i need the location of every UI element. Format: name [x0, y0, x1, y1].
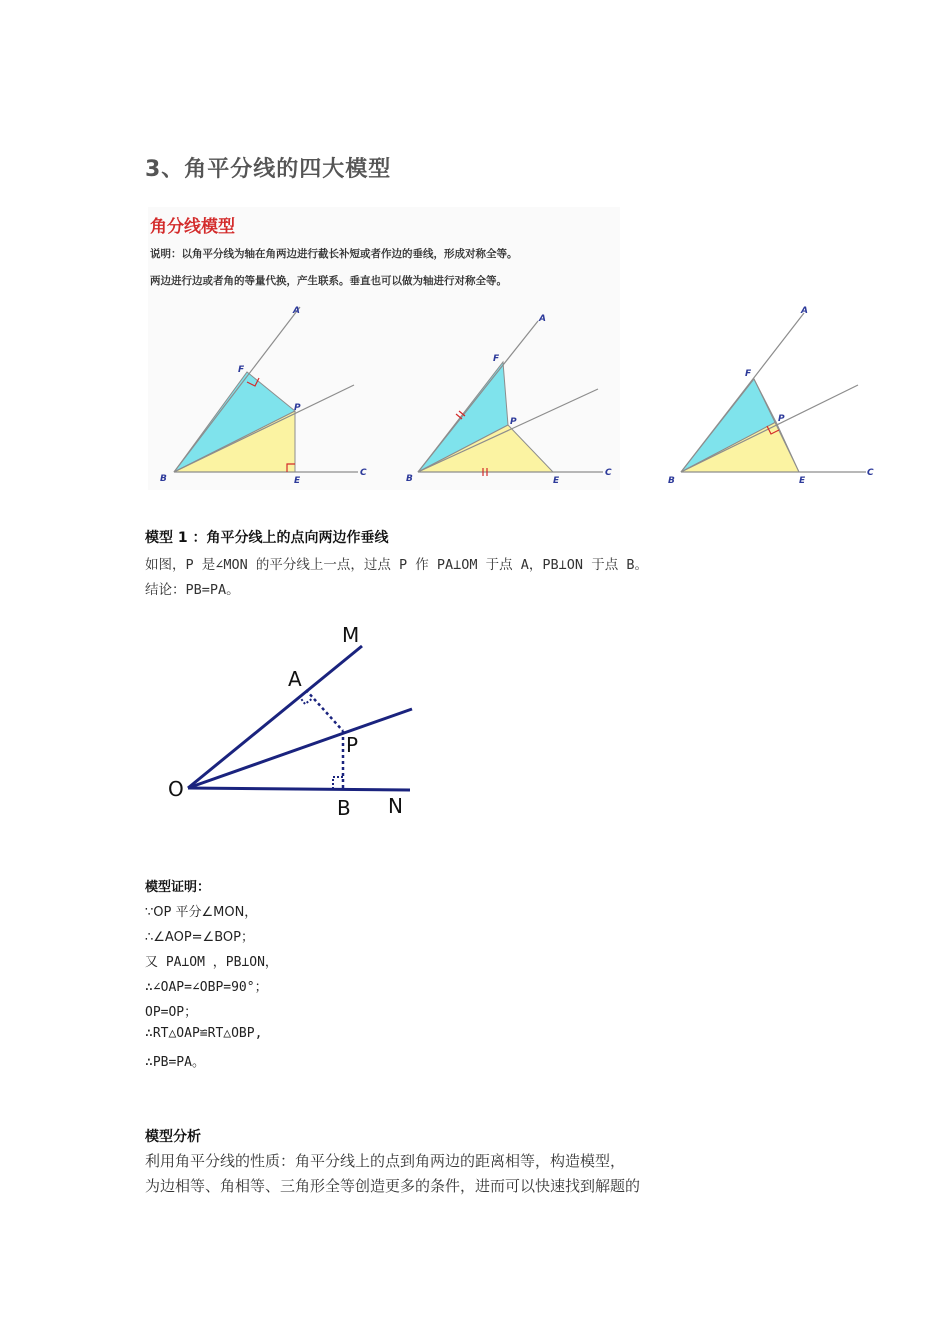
label-m: M [342, 623, 360, 647]
label-f: F [745, 369, 752, 379]
page-heading: 3、角平分线的四大模型 [145, 157, 392, 182]
banner-title: 角分线模型 [150, 217, 235, 237]
proof-line-4: ∴∠OAP=∠OBP=90°； [145, 980, 268, 995]
proof-line-2: ∴∠AOP=∠BOP； [145, 930, 254, 945]
banner-note-1: 说明：以角平分线为轴在角两边进行截长补短或者作边的垂线，形成对称全等。 [150, 248, 518, 260]
model1-figure [160, 618, 430, 828]
right-angle-mark-b [333, 777, 343, 789]
label-a: A [539, 314, 546, 324]
figure-2 [406, 314, 612, 486]
figure-1 [160, 306, 367, 486]
proof-line-3: 又 PA⊥OM ，PB⊥ON， [145, 955, 278, 970]
label-f: F [493, 354, 500, 364]
ray-on [188, 788, 410, 790]
label-e: E [294, 476, 301, 486]
perpendicular-pa [306, 690, 343, 731]
label-b: B [160, 474, 167, 484]
label-b: B [337, 796, 351, 820]
label-c: C [867, 468, 874, 478]
proof-line-7: ∴PB=PA。 [145, 1055, 205, 1070]
bisector-op [188, 709, 412, 788]
banner-note-2: 两边进行边或者角的等量代换，产生联系。垂直也可以做为轴进行对称全等。 [150, 275, 507, 287]
label-p: P [778, 414, 785, 424]
analysis-line-2: 为边相等、角相等、三角形全等创造更多的条件，进而可以快速找到解题的 [145, 1177, 641, 1195]
label-a: A [293, 306, 300, 316]
ray-om [188, 646, 362, 788]
proof-line-1: ∵OP 平分∠MON， [145, 905, 258, 920]
label-a: A [288, 667, 302, 691]
label-o: O [168, 777, 184, 801]
model1-desc: 如图，P 是∠MON 的平分线上一点，过点 P 作 PA⊥OM 于点 A，PB⊥ON 于点 B。 [145, 557, 648, 573]
label-b: B [668, 476, 675, 486]
proof-line-5: OP=OP； [145, 1005, 198, 1020]
label-f: F [238, 365, 245, 375]
proof-line-6: ∴RT△OAP≌RT△OBP, [145, 1026, 263, 1041]
label-e: E [799, 476, 806, 486]
proof-title: 模型证明： [145, 880, 211, 895]
label-b: B [406, 474, 413, 484]
label-a: A [801, 306, 808, 316]
banner-figures [148, 295, 888, 495]
model1-conclusion: 结论：PB=PA。 [145, 582, 240, 598]
label-p: P [510, 417, 517, 427]
label-p: P [346, 733, 359, 757]
figure-3 [668, 306, 874, 486]
label-c: C [605, 468, 612, 478]
label-p: P [294, 403, 301, 413]
model1-title: 模型 1 ：角平分线上的点向两边作垂线 [145, 530, 389, 546]
label-n: N [388, 794, 403, 818]
analysis-line-1: 利用角平分线的性质：角平分线上的点到角两边的距离相等，构造模型， [145, 1152, 626, 1170]
analysis-title: 模型分析 [145, 1129, 201, 1145]
label-e: E [553, 476, 560, 486]
label-c: C [360, 468, 367, 478]
